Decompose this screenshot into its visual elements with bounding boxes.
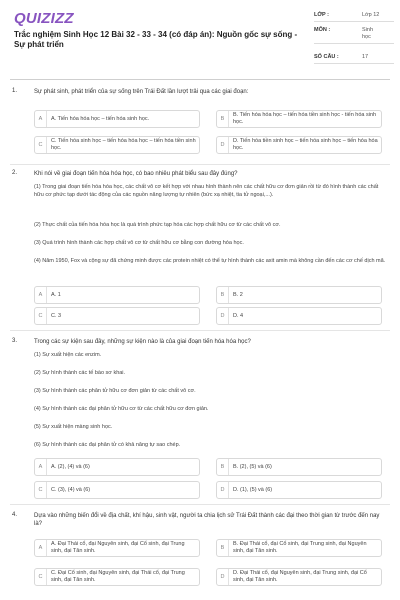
option-text: B. Đại Thái cổ, đại Cổ sinh, đại Trung sinh, đại Nguyên sinh, đại Tân sinh. [233,541,367,554]
option-b[interactable] [216,539,382,557]
option-d[interactable] [216,568,382,586]
option-b[interactable] [216,286,382,304]
option-text: B. (2), (5) và (6) [233,464,272,470]
option-letter: B [217,459,229,475]
statement-2: (2) Sự hình thành các tế bào sơ khai. [34,370,126,376]
option-letter: D [217,137,229,153]
statement-1: (1) Sự xuất hiện các enzim. [34,352,102,358]
option-text: C. Đại Cổ sinh, đại Nguyên sinh, đại Thái cổ, đại Trung sinh, đại Tân sinh. [51,570,185,583]
meta-grade-row [314,10,394,22]
option-letter: B [217,540,229,556]
statement-4: (4) Năm 1950, Fox và cộng sự đã chứng minh được các protein nhiệt có thể tự hình thành các axit amin mà không cần đến các cơ chế dịch mã. [34,258,386,264]
question-separator [10,330,390,331]
quizizz-logo: QUIZIZZ [14,10,74,27]
subject-value: Sinh học [362,27,374,40]
option-text: D. Đại Thái cổ, đại Nguyên sinh, đại Trung sinh, đại Cổ sinh, đại Tân sinh. [233,570,367,583]
option-c[interactable] [34,481,200,499]
option-letter: C [35,482,47,498]
option-d[interactable] [216,481,382,499]
option-letter: A [35,287,47,303]
meta-subject-row [314,24,394,44]
option-letter: C [35,308,47,324]
worksheet-header [0,0,400,78]
option-text: A. (2), (4) và (6) [51,464,90,470]
statement-3: (3) Sự hình thành các phân tử hữu cơ đơn giản từ các chất vô cơ. [34,388,196,394]
worksheet-title: Trắc nghiệm Sinh Học 12 Bài 32 - 33 - 34 (có đáp án): Nguồn gốc sự sống - Sự phát triển [14,30,298,49]
option-letter: D [217,482,229,498]
statement-2: (2) Thực chất của tiến hóa hóa học là quá trình phức tạp hóa các hợp chất hữu cơ từ các chất vô cơ. [34,222,281,228]
statement-5: (5) Sự xuất hiện màng sinh học. [34,424,113,430]
option-c[interactable] [34,568,200,586]
statement-4: (4) Sự hình thành các đại phân tử hữu cơ từ các chất hữu cơ đơn giản. [34,406,209,412]
question-number: 4. [12,512,18,518]
option-letter: A [35,540,47,556]
option-a[interactable] [34,539,200,557]
subject-label: MÔN : [314,27,331,33]
option-text: A. 1 [51,292,61,298]
option-text: A. Đại Thái cổ, đại Nguyên sinh, đại Cổ sinh, đại Trung sinh, đại Tân sinh. [51,541,185,554]
count-value: 17 [362,54,369,60]
question-text: Trong các sự kiện sau đây, những sự kiện nào là của giai đoạn tiến hóa hóa học? [34,339,251,345]
option-letter: D [217,569,229,585]
option-letter: B [217,287,229,303]
option-b[interactable] [216,458,382,476]
option-text: D. 4 [233,313,244,319]
option-text: A. Tiến hóa hóa học – tiến hóa sinh học. [51,116,150,122]
question-separator [10,504,390,505]
option-letter: C [35,137,47,153]
question-text: Dựa vào những biến đổi về địa chất, khí hậu, sinh vật, người ta chia lịch sử Trái Đất thành các đại theo thời gian từ trước đến nay là? [34,513,380,527]
question-number: 2. [12,170,18,176]
option-d[interactable] [216,136,382,154]
question-text: Sự phát sinh, phát triển của sự sống trên Trái Đất lần lượt trải qua các giai đoạn: [34,89,249,95]
question-text: Khi nói về giai đoạn tiến hóa hóa học, có bao nhiêu phát biểu sau đây đúng? [34,171,238,177]
option-a[interactable] [34,286,200,304]
option-text: B. 2 [233,292,243,298]
option-text: D. Tiến hóa tiền sinh học – tiến hóa sinh học – tiến hóa hóa học. [233,138,378,151]
option-c[interactable] [34,136,200,154]
option-a[interactable] [34,458,200,476]
meta-count-row [314,52,394,64]
option-b[interactable] [216,110,382,128]
option-letter: A [35,111,47,127]
option-letter: B [217,111,229,127]
option-text: C. 3 [51,313,62,319]
question-separator [10,164,390,165]
option-letter: A [35,459,47,475]
option-c[interactable] [34,307,200,325]
header-divider [10,79,390,80]
option-text: B. Tiến hóa hóa học – tiến hóa tiền sinh học - tiến hóa sinh học. [233,112,377,125]
option-text: C. Tiến hóa sinh học – tiến hóa hóa học – tiến hóa tiền sinh học. [51,138,196,151]
count-label: SỐ CÂU : [314,54,339,60]
grade-label: LỚP : [314,12,329,18]
question-number: 3. [12,338,18,344]
grade-value: Lớp 12 [362,12,380,18]
statement-1: (1) Trong giai đoạn tiến hóa hóa học, các chất vô cơ kết hợp với nhau hình thành nên các chất hữu cơ đơn giản rồi từ đó hình thành các chất hữu cơ phức tạp dưới tác động của các nguồn năng lượng tự nhiên (bức xạ nhiệt, tia tử ngoại,...). [34,184,379,198]
option-text: C. (3), (4) và (6) [51,487,91,493]
option-text: D. (1), (5) và (6) [233,487,273,493]
option-letter: D [217,308,229,324]
question-number: 1. [12,88,18,94]
option-a[interactable] [34,110,200,128]
option-letter: C [35,569,47,585]
option-d[interactable] [216,307,382,325]
statement-3: (3) Quá trình hình thành các hợp chất vô cơ từ chất hữu cơ bằng con đường hóa học. [34,240,244,246]
statement-6: (6) Sự hình thành các đại phân tử có khả năng tự sao chép. [34,442,181,448]
